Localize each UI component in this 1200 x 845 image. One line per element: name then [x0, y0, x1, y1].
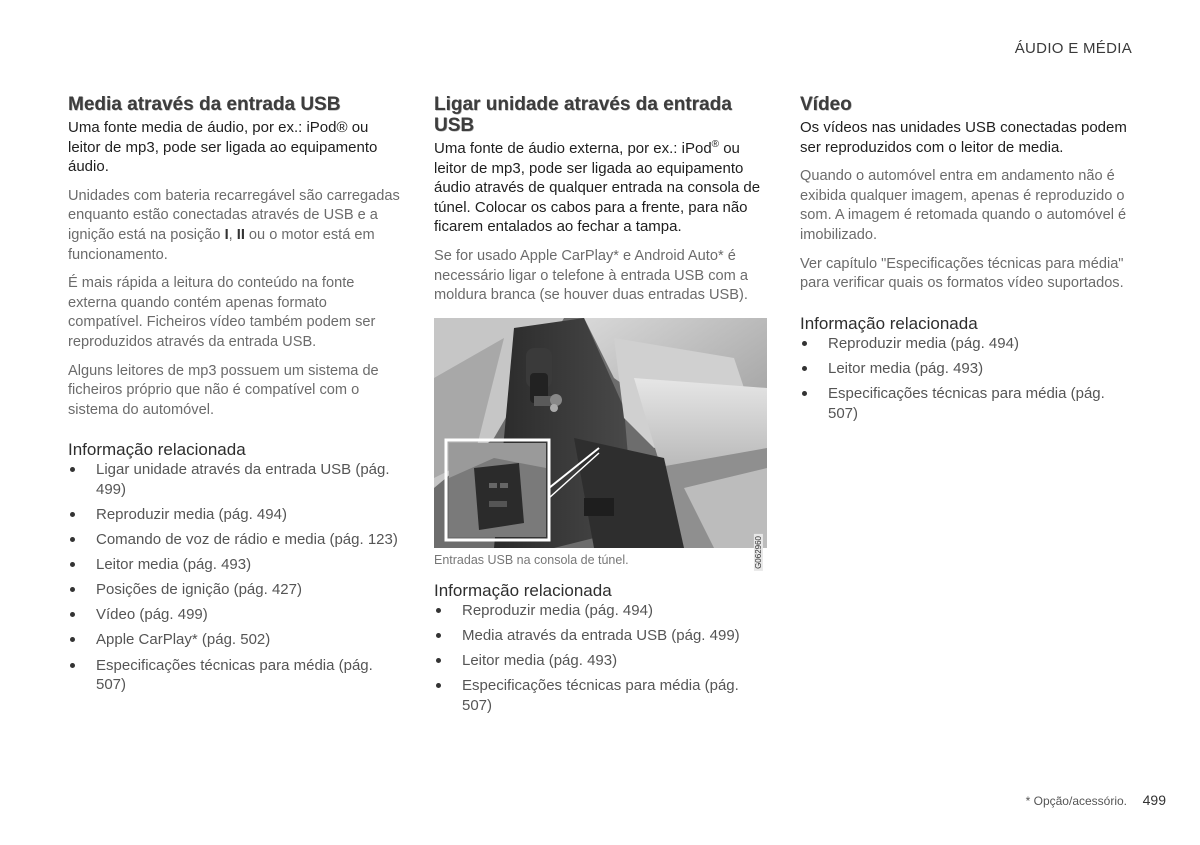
- heading-video: Vídeo: [800, 94, 852, 115]
- related-links: [434, 601, 769, 715]
- body-paragraph-mp3: Alguns leitores de mp3 possuem um sistema de ficheiros próprio que não é compatível com o sistema do automóvel.: [68, 362, 379, 418]
- footnote: * Opção/acessório.: [1025, 794, 1128, 808]
- related-link[interactable]: Reproduzir media (pág. 494): [800, 334, 1135, 354]
- related-info-heading: Informação relacionada: [434, 580, 612, 600]
- heading-connect-usb: Ligar unidade através da entrada USB: [434, 94, 732, 136]
- page-footer: [1026, 792, 1166, 808]
- body-paragraph-format: É mais rápida a leitura do conteúdo na fonte externa quando contém apenas formato compatível. Ficheiros vídeo também podem ser reproduzidos através da entrada USB.: [68, 275, 376, 350]
- related-link[interactable]: Especificações técnicas para média (pág. 507): [68, 656, 403, 695]
- related-link[interactable]: Especificações técnicas para média (pág. 507): [800, 384, 1135, 423]
- related-links: [68, 460, 403, 694]
- section-header: ÁUDIO E MÉDIA: [1014, 40, 1132, 57]
- figure-code: G062960: [754, 535, 763, 569]
- related-links: [800, 334, 1135, 423]
- body-paragraph-driving: Quando o automóvel entra em andamento não é exibida qualquer imagem, apenas é reproduzido o som. A imagem é retomada quando o automóvel é imobilizado.: [800, 168, 1127, 243]
- related-link[interactable]: Comando de voz de rádio e media (pág. 123): [68, 530, 403, 550]
- related-info-heading: Informação relacionada: [800, 313, 978, 333]
- body-paragraph-carplay: Se for usado Apple CarPlay* e Android Auto* é necessário ligar o telefone à entrada USB com a moldura branca (se houver duas entradas USB).: [434, 247, 748, 304]
- lead-paragraph: Uma fonte de áudio externa, por ex.: iPod® ou leitor de mp3, pode ser ligada ao equipamento áudio através de qualquer entrada na consola de túnel. Colocar os cabos para a frente, para não ficarem entalados ao fechar a tampa.: [434, 139, 761, 236]
- body-paragraph-formats: Ver capítulo "Especificações técnicas para média" para verificar quais os formatos vídeo suportados.: [800, 255, 1124, 292]
- related-link[interactable]: Leitor media (pág. 493): [434, 651, 769, 671]
- page-number: 499: [1142, 792, 1166, 808]
- lead-paragraph: Uma fonte media de áudio, por ex.: iPod® ou leitor de mp3, pode ser ligada ao equipamento áudio.: [68, 119, 378, 176]
- related-link[interactable]: Leitor media (pág. 493): [800, 359, 1135, 379]
- column-video: [800, 94, 1135, 429]
- related-link[interactable]: Posições de ignição (pág. 427): [68, 580, 403, 600]
- lead-paragraph: Os vídeos nas unidades USB conectadas podem ser reproduzidos com o leitor de media.: [800, 119, 1127, 156]
- related-link[interactable]: Reproduzir media (pág. 494): [68, 505, 403, 525]
- figure-caption: Entradas USB na consola de túnel.: [434, 552, 629, 567]
- heading-media-usb: Media através da entrada USB: [68, 94, 341, 115]
- related-link[interactable]: Especificações técnicas para média (pág. 507): [434, 676, 769, 715]
- ignition-position-1: I: [224, 226, 229, 243]
- ignition-position-2: II: [236, 226, 245, 243]
- column-media-usb: [68, 94, 403, 700]
- related-info-heading: Informação relacionada: [68, 440, 246, 460]
- body-paragraph-battery: Unidades com bateria recarregável são carregadas enquanto estão conectadas através de USB e a ignição está na posição I, II ou o motor está em funcionamento.: [68, 187, 400, 263]
- related-link[interactable]: Ligar unidade através da entrada USB (pág. 499): [68, 460, 403, 499]
- related-link[interactable]: Media através da entrada USB (pág. 499): [434, 626, 769, 646]
- related-link[interactable]: Vídeo (pág. 499): [68, 605, 403, 625]
- related-link[interactable]: Reproduzir media (pág. 494): [434, 601, 769, 621]
- related-link[interactable]: Apple CarPlay* (pág. 502): [68, 630, 403, 650]
- column-connect-usb: [434, 94, 769, 721]
- tunnel-console-image: [434, 318, 767, 548]
- related-link[interactable]: Leitor media (pág. 493): [68, 555, 403, 575]
